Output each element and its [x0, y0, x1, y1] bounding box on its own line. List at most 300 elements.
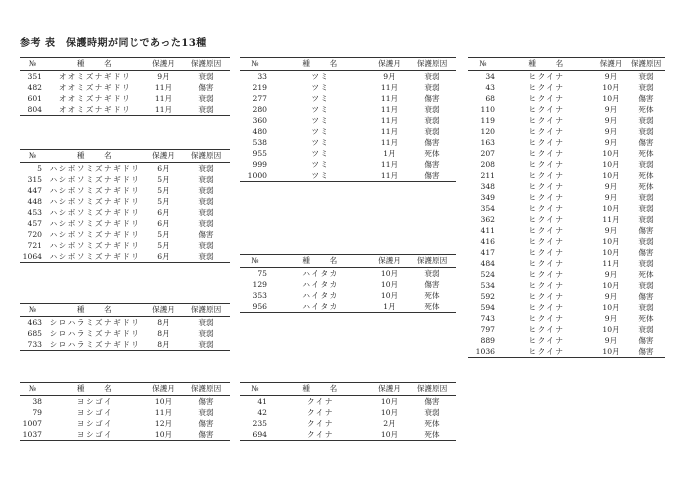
protection-month: 10月: [602, 324, 620, 334]
record-number: 280: [252, 104, 267, 114]
record-number: 601: [27, 93, 42, 103]
protection-month: 8月: [145, 339, 182, 351]
protection-month: 11月: [602, 258, 620, 268]
record-number: 448: [27, 196, 42, 206]
table-row: [468, 93, 665, 104]
species-name: ハイタカ: [270, 301, 371, 313]
species-name: ヒクイナ: [528, 192, 565, 202]
record-number: 41: [257, 396, 267, 406]
species-table: [240, 382, 456, 441]
protection-reason: 衰弱: [638, 214, 654, 224]
table-row: [240, 429, 456, 441]
protection-month: 9月: [604, 269, 618, 279]
protection-reason: 傷害: [638, 335, 654, 345]
protection-month: 11月: [154, 82, 173, 92]
header-month: 保護月: [145, 304, 182, 317]
protection-month: 9月: [604, 115, 618, 125]
protection-reason: 傷害: [638, 247, 654, 257]
protection-month: 11月: [380, 82, 399, 92]
protection-reason: 衰弱: [424, 82, 440, 92]
species-name: ヒクイナ: [528, 71, 565, 81]
species-table: [468, 57, 665, 358]
species-name: ヒクイナ: [528, 236, 565, 246]
protection-reason: 衰弱: [638, 71, 654, 81]
protection-reason: 衰弱: [638, 280, 654, 290]
species-name: ヒクイナ: [528, 115, 565, 125]
header-no: №: [240, 58, 270, 71]
header-month: 保護月: [145, 58, 182, 71]
record-number: 79: [32, 407, 42, 417]
header-species: 種 名: [498, 58, 595, 71]
protection-month: 5月: [157, 240, 170, 250]
record-number: 207: [480, 148, 495, 158]
species-name: ヒクイナ: [498, 346, 595, 358]
table-row: [240, 396, 456, 408]
protection-reason: 傷害: [627, 346, 665, 358]
header-species: 種 名: [45, 58, 145, 71]
header-species: 種 名: [45, 383, 145, 396]
protection-reason: 衰弱: [198, 196, 214, 206]
table-row: [468, 71, 665, 83]
species-name: シロハラミズナギドリ: [49, 317, 141, 327]
protection-month: 10月: [145, 429, 182, 441]
record-number: 277: [252, 93, 267, 103]
protection-reason: 傷害: [408, 170, 456, 182]
header-month: 保護月: [371, 383, 408, 396]
table-row: [240, 137, 456, 148]
protection-month: 10月: [602, 93, 620, 103]
header-reason: 保護原因: [408, 58, 456, 71]
record-number: 457: [27, 218, 42, 228]
species-name: ハイタカ: [302, 290, 339, 300]
record-number: 797: [480, 324, 495, 334]
species-name: ツミ: [311, 159, 330, 169]
protection-month: 9月: [604, 71, 618, 81]
species-name: ヒクイナ: [528, 258, 565, 268]
record-number: 463: [27, 317, 42, 327]
protection-reason: 衰弱: [198, 328, 214, 338]
header-month: 保護月: [595, 58, 627, 71]
protection-month: 9月: [604, 313, 618, 323]
protection-month: 10月: [380, 290, 399, 300]
table-row: [468, 280, 665, 291]
protection-month: 10月: [371, 429, 408, 441]
protection-month: 9月: [604, 291, 618, 301]
species-name: ツミ: [311, 93, 330, 103]
header-reason: 保護原因: [182, 150, 230, 163]
protection-reason: 衰弱: [198, 174, 214, 184]
protection-reason: 傷害: [424, 137, 440, 147]
header-no: №: [20, 383, 45, 396]
species-name: ヒクイナ: [528, 137, 565, 147]
record-number: 38: [32, 396, 42, 406]
table-row: [20, 251, 230, 263]
table-row: [240, 126, 456, 137]
protection-month: 10月: [595, 346, 627, 358]
record-number: 211: [480, 170, 495, 180]
table-row: [468, 236, 665, 247]
record-number: 1037: [20, 429, 45, 441]
protection-month: 11月: [380, 104, 399, 114]
table-row: [240, 82, 456, 93]
protection-month: 5月: [157, 174, 170, 184]
species-name: ヒクイナ: [528, 269, 565, 279]
record-number: 955: [252, 148, 267, 158]
species-name: ヒクイナ: [528, 93, 565, 103]
record-number: 694: [240, 429, 270, 441]
protection-reason: 傷害: [424, 159, 440, 169]
header-no: №: [240, 255, 270, 268]
table-row: [468, 203, 665, 214]
page-title: 参考 表 保護時期が同じであった13種: [20, 38, 207, 49]
table-header-row: [240, 255, 456, 268]
record-number: 5: [37, 163, 42, 173]
table-header-row: [240, 383, 456, 396]
record-number: 956: [240, 301, 270, 313]
protection-month: 6月: [157, 163, 170, 173]
species-name: ツミ: [311, 137, 330, 147]
species-name: ハシボソミズナギドリ: [49, 207, 141, 217]
record-number: 721: [27, 240, 42, 250]
table-row: [468, 192, 665, 203]
record-number: 480: [252, 126, 267, 136]
table-row: [468, 346, 665, 358]
record-number: 33: [257, 71, 267, 81]
table-row: [468, 324, 665, 335]
table-row: [468, 225, 665, 236]
protection-month: 11月: [380, 159, 399, 169]
record-number: 524: [480, 269, 495, 279]
record-number: 743: [480, 313, 495, 323]
protection-month: 9月: [604, 181, 618, 191]
table-row: [20, 240, 230, 251]
species-name: ツミ: [311, 82, 330, 92]
header-no: №: [468, 58, 498, 71]
protection-reason: 死体: [638, 104, 654, 114]
table-row: [20, 163, 230, 175]
table-header-row: [20, 383, 230, 396]
protection-reason: 死体: [638, 313, 654, 323]
header-species: 種 名: [270, 58, 371, 71]
species-name: オオミズナギドリ: [58, 71, 132, 81]
species-name: オオミズナギドリ: [45, 104, 145, 116]
record-number: 75: [257, 268, 267, 278]
table-row: [20, 185, 230, 196]
record-number: 360: [252, 115, 267, 125]
table-row: [468, 137, 665, 148]
table-row: [468, 291, 665, 302]
header-month: 保護月: [371, 58, 408, 71]
header-reason: 保護原因: [182, 304, 230, 317]
species-name: ヒクイナ: [528, 148, 565, 158]
species-name: ヒクイナ: [528, 170, 565, 180]
protection-reason: 衰弱: [182, 339, 230, 351]
species-name: ヒクイナ: [528, 280, 565, 290]
record-number: 349: [480, 192, 495, 202]
table-row: [240, 159, 456, 170]
protection-reason: 衰弱: [198, 93, 214, 103]
protection-month: 5月: [157, 229, 170, 239]
protection-reason: 衰弱: [638, 203, 654, 213]
table-row: [240, 407, 456, 418]
species-table: [20, 149, 230, 263]
protection-reason: 傷害: [198, 396, 214, 406]
table-row: [20, 196, 230, 207]
species-name: ハシボソミズナギドリ: [49, 196, 141, 206]
protection-reason: 衰弱: [638, 192, 654, 202]
protection-month: 11月: [380, 126, 399, 136]
table-row: [20, 174, 230, 185]
record-number: 538: [252, 137, 267, 147]
record-number: 417: [480, 247, 495, 257]
record-number: 484: [480, 258, 495, 268]
record-number: 1007: [22, 418, 42, 428]
protection-reason: 衰弱: [638, 159, 654, 169]
table-row: [20, 229, 230, 240]
species-name: ツミ: [311, 71, 330, 81]
species-name: ハシボソミズナギドリ: [49, 218, 141, 228]
species-name: ハイタカ: [302, 279, 339, 289]
species-table: [20, 382, 230, 441]
table-row: [468, 247, 665, 258]
species-name: ヨシゴイ: [76, 396, 114, 406]
species-name: ヒクイナ: [528, 313, 565, 323]
table-row: [468, 181, 665, 192]
species-table: [240, 254, 456, 313]
record-number: 119: [480, 115, 495, 125]
protection-reason: 傷害: [198, 82, 214, 92]
table-row: [240, 104, 456, 115]
species-name: ヒクイナ: [528, 324, 565, 334]
protection-reason: 衰弱: [424, 126, 440, 136]
protection-month: 5月: [157, 185, 170, 195]
protection-reason: 死体: [638, 269, 654, 279]
species-name: ヒクイナ: [528, 335, 565, 345]
record-number: 362: [480, 214, 495, 224]
record-number: 68: [485, 93, 495, 103]
protection-reason: 衰弱: [638, 236, 654, 246]
species-name: オオミズナギドリ: [58, 82, 132, 92]
protection-month: 11月: [380, 115, 399, 125]
record-number: 804: [20, 104, 45, 116]
table-row: [240, 93, 456, 104]
record-number: 411: [480, 225, 495, 235]
species-name: シロハラミズナギドリ: [45, 339, 145, 351]
protection-month: 10月: [602, 280, 620, 290]
table-header-row: [240, 58, 456, 71]
protection-month: 11月: [154, 93, 173, 103]
record-number: 416: [480, 236, 495, 246]
protection-reason: 死体: [638, 148, 654, 158]
table-row: [20, 396, 230, 408]
table-row: [20, 71, 230, 83]
protection-reason: 衰弱: [424, 71, 440, 81]
table-row: [468, 214, 665, 225]
table-row: [240, 418, 456, 429]
species-name: ヨシゴイ: [76, 407, 114, 417]
protection-month: 6月: [157, 218, 170, 228]
protection-month: 10月: [602, 148, 620, 158]
header-reason: 保護原因: [408, 383, 456, 396]
species-name: ヒクイナ: [528, 181, 565, 191]
protection-reason: 衰弱: [638, 302, 654, 312]
header-species: 種 名: [45, 304, 145, 317]
protection-month: 10月: [602, 159, 620, 169]
table-row: [468, 104, 665, 115]
table-row: [240, 148, 456, 159]
species-name: クイナ: [307, 407, 334, 417]
table-row: [468, 115, 665, 126]
table-row: [20, 82, 230, 93]
protection-reason: 傷害: [638, 137, 654, 147]
species-name: ハシボソミズナギドリ: [49, 185, 141, 195]
protection-month: 6月: [157, 207, 170, 217]
protection-month: 9月: [604, 137, 618, 147]
protection-reason: 衰弱: [198, 240, 214, 250]
table-row: [468, 335, 665, 346]
record-number: 351: [27, 71, 42, 81]
species-name: ヒクイナ: [528, 225, 565, 235]
table-row: [240, 279, 456, 290]
protection-month: 9月: [604, 192, 618, 202]
header-species: 種 名: [45, 150, 145, 163]
protection-reason: 衰弱: [424, 407, 440, 417]
protection-month: 10月: [380, 279, 399, 289]
table-row: [468, 126, 665, 137]
species-name: ハシボソミズナギドリ: [49, 174, 141, 184]
table-row: [468, 258, 665, 269]
protection-reason: 死体: [638, 170, 654, 180]
table-row: [468, 82, 665, 93]
protection-reason: 傷害: [182, 429, 230, 441]
species-name: ハシボソミズナギドリ: [45, 251, 145, 263]
record-number: 219: [252, 82, 267, 92]
protection-month: 2月: [383, 418, 396, 428]
record-number: 482: [27, 82, 42, 92]
protection-month: 9月: [604, 225, 618, 235]
table-header-row: [20, 150, 230, 163]
protection-reason: 衰弱: [638, 258, 654, 268]
species-table: [20, 57, 230, 116]
record-number: 129: [252, 279, 267, 289]
species-name: ヒクイナ: [528, 159, 565, 169]
protection-reason: 衰弱: [638, 115, 654, 125]
species-name: ヨシゴイ: [45, 429, 145, 441]
species-table: [240, 57, 456, 182]
species-table: [20, 303, 230, 351]
species-name: ハイタカ: [302, 268, 339, 278]
table-row: [20, 407, 230, 418]
species-name: ツミ: [311, 126, 330, 136]
species-name: ハシボソミズナギドリ: [49, 163, 141, 173]
species-name: ヒクイナ: [528, 82, 565, 92]
protection-month: 11月: [380, 137, 399, 147]
record-number: 354: [480, 203, 495, 213]
protection-reason: 傷害: [638, 225, 654, 235]
table-row: [240, 170, 456, 182]
record-number: 999: [252, 159, 267, 169]
protection-reason: 衰弱: [182, 104, 230, 116]
record-number: 447: [27, 185, 42, 195]
record-number: 720: [27, 229, 42, 239]
protection-month: 11月: [371, 170, 408, 182]
species-name: オオミズナギドリ: [58, 93, 132, 103]
species-name: ツミ: [311, 104, 330, 114]
protection-reason: 衰弱: [638, 82, 654, 92]
protection-month: 10月: [602, 247, 620, 257]
protection-month: 8月: [157, 328, 170, 338]
species-name: ツミ: [311, 115, 330, 125]
table-row: [20, 328, 230, 339]
protection-month: 10月: [602, 203, 620, 213]
record-number: 594: [480, 302, 495, 312]
record-number: 534: [480, 280, 495, 290]
record-number: 733: [20, 339, 45, 351]
protection-reason: 衰弱: [182, 251, 230, 263]
protection-month: 10月: [380, 396, 399, 406]
protection-reason: 傷害: [198, 418, 214, 428]
header-reason: 保護原因: [182, 58, 230, 71]
protection-month: 12月: [154, 418, 173, 428]
record-number: 685: [27, 328, 42, 338]
protection-month: 5月: [157, 196, 170, 206]
table-row: [240, 301, 456, 313]
species-name: ヒクイナ: [528, 247, 565, 257]
record-number: 163: [480, 137, 495, 147]
protection-reason: 衰弱: [198, 407, 214, 417]
protection-month: 9月: [383, 71, 396, 81]
record-number: 315: [27, 174, 42, 184]
protection-month: 11月: [602, 214, 620, 224]
protection-month: 10月: [602, 82, 620, 92]
protection-month: 11月: [380, 93, 399, 103]
protection-reason: 衰弱: [424, 104, 440, 114]
record-number: 208: [480, 159, 495, 169]
species-name: ヒクイナ: [528, 126, 565, 136]
protection-reason: 衰弱: [198, 218, 214, 228]
table-row: [20, 104, 230, 116]
protection-reason: 衰弱: [638, 126, 654, 136]
protection-month: 11月: [154, 407, 173, 417]
header-reason: 保護原因: [408, 255, 456, 268]
table-row: [468, 159, 665, 170]
table-row: [20, 218, 230, 229]
table-row: [20, 207, 230, 218]
protection-reason: 死体: [638, 181, 654, 191]
record-number: 42: [257, 407, 267, 417]
species-name: クイナ: [307, 418, 334, 428]
table-row: [240, 71, 456, 83]
table-row: [468, 269, 665, 280]
protection-reason: 死体: [424, 290, 440, 300]
header-no: №: [20, 150, 45, 163]
table-row: [240, 268, 456, 280]
header-species: 種 名: [270, 383, 371, 396]
protection-reason: 死体: [424, 148, 440, 158]
record-number: 235: [252, 418, 267, 428]
table-row: [20, 339, 230, 351]
header-month: 保護月: [145, 383, 182, 396]
species-name: クイナ: [307, 396, 334, 406]
species-name: ハシボソミズナギドリ: [49, 229, 141, 239]
protection-reason: 死体: [408, 301, 456, 313]
record-number: 1000: [240, 170, 270, 182]
header-month: 保護月: [145, 150, 182, 163]
protection-reason: 傷害: [424, 396, 440, 406]
record-number: 110: [480, 104, 495, 114]
species-name: ヨシゴイ: [76, 418, 114, 428]
species-name: ヒクイナ: [528, 214, 565, 224]
